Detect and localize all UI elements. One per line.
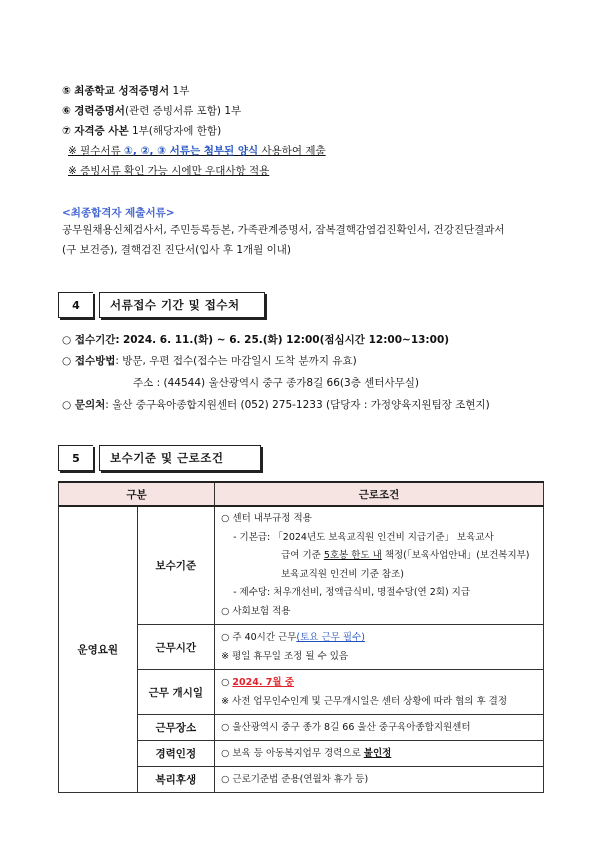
start-date: 2024. 7월 중 bbox=[232, 677, 295, 688]
pay-details: ○ 센터 내부규정 적용 - 기본급: 「2024년도 보육교직원 인건비 지급기준」 보육교사 급여 기준 5호봉 한도 내 책정(「보육사업안내」(보건복지부) 보육교직원 인건비 기준 참조) - 제수당: 처우개선비, 정액급식비, 명절수당(연 2회) 지급 ○ 사회보험 적용 bbox=[215, 506, 544, 625]
row-label-place: 근무장소 bbox=[137, 715, 215, 741]
final-docs-line1: 공무원채용신체검사서, 주민등록등본, 가족관계증명서, 잠복결핵감염검진확인서, 건강진단결과서 bbox=[62, 224, 505, 236]
welfare-details: ○ 근로기준법 준용(연월차 휴가 등) bbox=[215, 767, 544, 793]
row-label-welfare: 복리후생 bbox=[137, 767, 215, 793]
contact-value: : 울산 중구육아종합지원센터 (052) 275-1233 (담당자 : 가정양육지원팀장 조현지) bbox=[105, 399, 490, 411]
table-row-pay bbox=[59, 506, 544, 625]
item-qty: 1부 bbox=[224, 105, 242, 117]
row-label-hours: 근무시간 bbox=[137, 625, 215, 670]
career-not-recognized: 불인정 bbox=[363, 748, 392, 759]
doc-item-5 bbox=[62, 84, 189, 98]
section-title: 서류접수 기간 및 접수처 bbox=[99, 292, 265, 318]
note-required-docs: ※ 필수서류 ①, ②, ③ 서류는 첨부된 양식 사용하여 제출 bbox=[68, 145, 326, 157]
final-docs-line2: (구 보건증), 결핵검진 진단서(입사 후 1개월 이내) bbox=[62, 244, 292, 256]
item-number: ⑥ bbox=[62, 105, 71, 117]
receipt-period: ○ 접수기간: 2024. 6. 11.(화) ~ 6. 25.(화) 12:00(점심시간 12:00~13:00) bbox=[62, 334, 450, 346]
table-header-row bbox=[59, 482, 544, 506]
item-note: (관련 증빙서류 포함) bbox=[124, 105, 221, 117]
row-label-pay: 보수기준 bbox=[137, 506, 215, 625]
pay-grade-limit: 5호봉 한도 내 bbox=[323, 550, 382, 561]
place-details: ○ 울산광역시 중구 종가 8길 66 울산 중구육아종합지원센터 bbox=[215, 715, 544, 741]
start-details: ○ 2024. 7월 중 ※ 사전 업무인수인계 및 근무개시일은 센터 상황에 따라 협의 후 결정 bbox=[215, 670, 544, 715]
header-category: 구분 bbox=[59, 482, 215, 506]
doc-item-6 bbox=[62, 104, 241, 118]
item-number: ⑤ bbox=[62, 85, 71, 97]
contact-info: ○ 문의처: 울산 중구육아종합지원센터 (052) 275-1233 (담당자 : 가정양육지원팀장 조현지) bbox=[62, 399, 490, 411]
section-number: 4 bbox=[58, 292, 93, 318]
receipt-period-value: 2024. 6. 11.(화) ~ 6. 25.(화) 12:00(점심시간 12:00~13:00) bbox=[122, 334, 450, 346]
header-conditions: 근로조건 bbox=[215, 482, 544, 506]
note-evidence: ※ 증빙서류 확인 가능 시에만 우대사항 적용 bbox=[68, 165, 270, 177]
note-highlight: ①, ②, ③ 서류는 첨부된 양식 bbox=[124, 145, 259, 157]
section-5-header bbox=[58, 445, 261, 471]
row-label-start: 근무 개시일 bbox=[137, 670, 215, 715]
item-title: 경력증명서 bbox=[74, 105, 125, 117]
doc-item-7 bbox=[62, 124, 221, 138]
item-number: ⑦ bbox=[62, 125, 71, 137]
item-title: 최종학교 성적증명서 bbox=[74, 85, 170, 97]
item-note: 1부(해당자에 한함) bbox=[131, 125, 222, 137]
receipt-address: 주소 : (44544) 울산광역시 중구 종가8길 66(3층 센터사무실) bbox=[133, 377, 419, 389]
section-4-header bbox=[58, 292, 265, 318]
receipt-method-value: : 방문, 우편 접수(접수는 마감일시 도착 분까지 유효) bbox=[115, 355, 357, 367]
item-qty: 1부 bbox=[172, 85, 190, 97]
final-docs-heading: <최종합격자 제출서류> bbox=[62, 207, 175, 219]
group-label: 운영요원 bbox=[59, 506, 138, 793]
work-conditions-table bbox=[58, 481, 544, 793]
career-details: ○ 보육 등 아동복지업무 경력으로 불인정 bbox=[215, 741, 544, 767]
receipt-method: ○ 접수방법: 방문, 우편 접수(접수는 마감일시 도착 분까지 유효) bbox=[62, 355, 357, 367]
section-number: 5 bbox=[58, 445, 93, 471]
hours-details: ○ 주 40시간 근무(토요 근무 필수) ※ 평일 휴무일 조정 될 수 있음 bbox=[215, 625, 544, 670]
section-title: 보수기준 및 근로조건 bbox=[99, 445, 261, 471]
item-title: 자격증 사본 bbox=[74, 125, 129, 137]
saturday-required: (토요 근무 필수) bbox=[296, 632, 365, 643]
row-label-career: 경력인정 bbox=[137, 741, 215, 767]
